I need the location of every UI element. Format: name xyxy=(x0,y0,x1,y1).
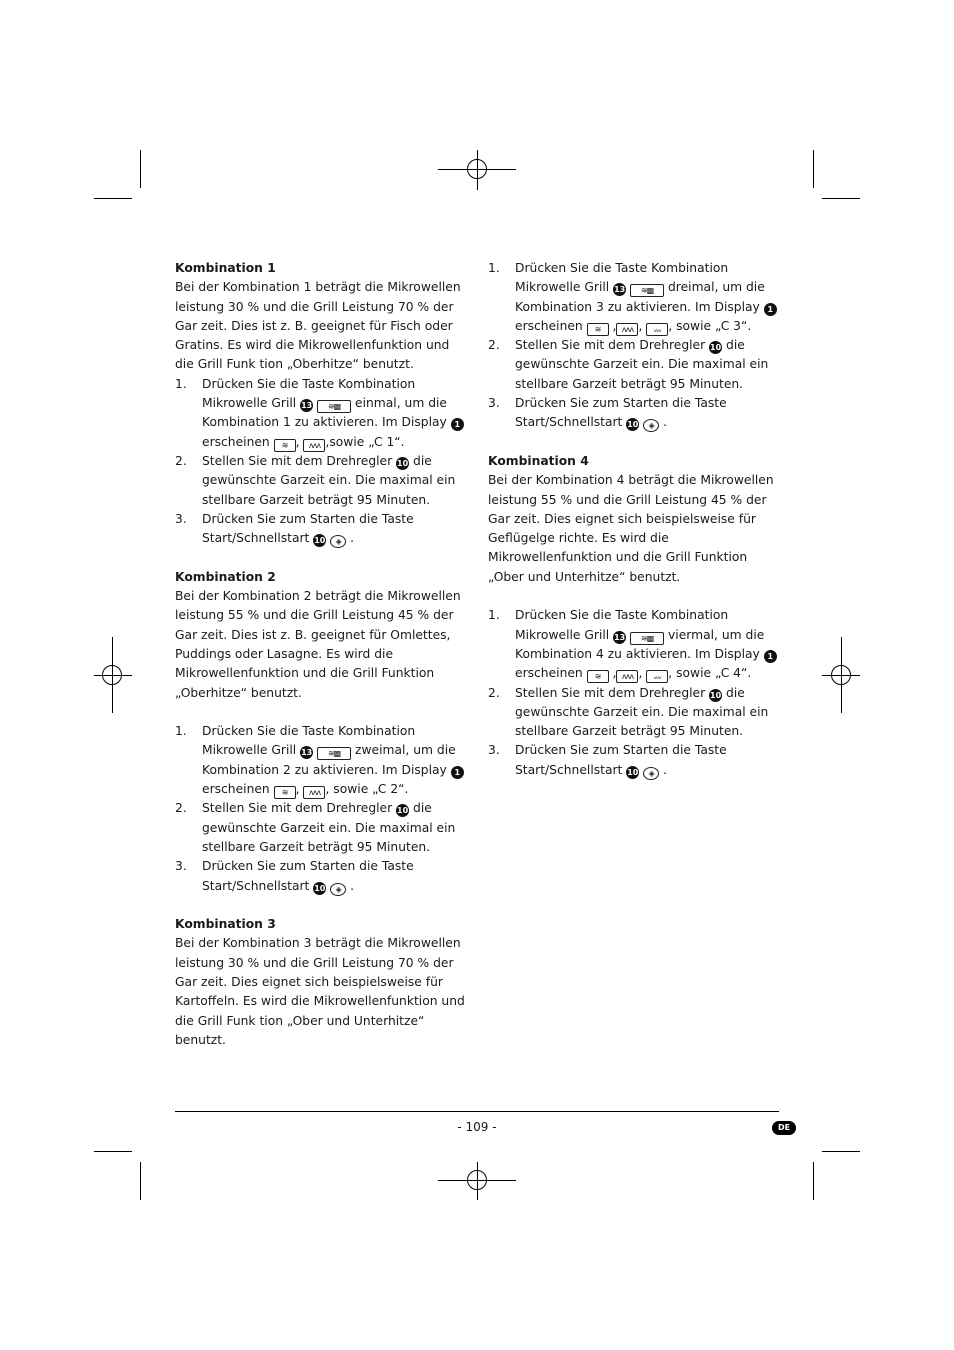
ref-number: 10 xyxy=(314,883,326,893)
grill-bottom-icon: ᵥᵥᵥ xyxy=(646,670,668,683)
grill-top-icon: ᴧᴧᴧ xyxy=(303,786,325,799)
step-list xyxy=(488,259,783,433)
list-item: 2. Stellen Sie mit dem Drehregler 10 die gewünschte Garzeit ein. Die maximal ein stellbare Garzeit beträgt 95 Minuten. xyxy=(488,685,769,739)
list-item: 3. Drücken Sie zum Starten die Taste Start/Schnellstart 10 ◈ . xyxy=(175,511,414,547)
microwave-icon: ≋ xyxy=(274,439,296,452)
ref-number: 1 xyxy=(764,650,777,663)
list-item: 1. Drücken Sie die Taste Kombination Mikrowelle Grill 13 ≋▩ viermal, um die Kombination 4 zu aktivieren. Im Display 1 erscheinen ≋ , ᴧᴧᴧ , ᵥᵥᵥ , sowie „C 4“. xyxy=(488,606,783,683)
combo-icon: ≋▩ xyxy=(317,747,351,760)
microwave-icon: ≋ xyxy=(587,323,609,336)
grill-bottom-icon: ᵥᵥᵥ xyxy=(646,323,668,336)
combo-icon: ≋▩ xyxy=(317,400,351,413)
grill-top-icon: ᴧᴧᴧ xyxy=(616,323,638,336)
list-item: 3. Drücken Sie zum Starten die Taste Start/Schnellstart 10 ◈ . xyxy=(488,743,727,778)
list-item: 1. Drücken Sie die Taste Kombination Mikrowelle Grill 13 ≋▩ dreimal, um die Kombination 3 zu aktivieren. Im Display 1 erscheinen ≋ , ᴧᴧᴧ , ᵥᵥᵥ , sowie „C 3“. xyxy=(488,259,783,336)
grill-top-icon: ᴧᴧᴧ xyxy=(303,439,325,452)
section-title: Kombination 3 xyxy=(175,917,276,932)
ref-number: 10 xyxy=(710,690,722,700)
start-icon: ◈ xyxy=(330,535,346,548)
section-intro: Bei der Kombination 1 beträgt die Mikrowellen leistung 30 % und die Grill Leistung 70 % der Gar zeit. Dies ist z. B. geeignet für Fisch oder Gratins. Es wird die Mikrowellenfunktion und die Grill Funk tion „Oberhitze“ benutzt. xyxy=(175,280,461,372)
ref-number: 13 xyxy=(614,632,626,642)
combo-icon: ≋▩ xyxy=(630,632,664,645)
ref-number: 10 xyxy=(397,806,409,816)
ref-number: 1 xyxy=(451,418,464,431)
microwave-icon: ≋ xyxy=(587,670,609,683)
section-title: Kombination 2 xyxy=(175,569,276,584)
ref-number: 13 xyxy=(301,401,313,411)
ref-number: 1 xyxy=(764,303,777,316)
list-item: 1. Drücken Sie die Taste Kombination Mikrowelle Grill 13 ≋▩ einmal, um die Kombination 1 zu aktivieren. Im Display 1 erscheinen ≋ , ᴧᴧᴧ ,sowie „C 1“. xyxy=(175,375,470,452)
step-list xyxy=(175,375,470,549)
ref-number: 10 xyxy=(397,458,409,468)
start-icon: ◈ xyxy=(643,419,659,432)
list-item: 2. Stellen Sie mit dem Drehregler 10 die gewünschte Garzeit ein. Die maximal ein stellbare Garzeit beträgt 95 Minuten. xyxy=(175,453,456,507)
start-icon: ◈ xyxy=(643,767,659,780)
start-icon: ◈ xyxy=(330,883,346,896)
list-item: 1. Drücken Sie die Taste Kombination Mikrowelle Grill 13 ≋▩ zweimal, um die Kombination 2 zu aktivieren. Im Display 1 erscheinen ≋ , ᴧᴧᴧ , sowie „C 2“. xyxy=(175,722,470,799)
step-list xyxy=(175,722,470,896)
ref-number: 1 xyxy=(451,766,464,779)
list-item: 2. Stellen Sie mit dem Drehregler 10 die gewünschte Garzeit ein. Die maximal ein stellbare Garzeit beträgt 95 Minuten. xyxy=(175,801,456,854)
ref-number: 10 xyxy=(314,536,326,546)
section-title: Kombination 4 xyxy=(488,453,589,468)
microwave-icon: ≋ xyxy=(274,786,296,799)
page-number: - 109 - xyxy=(457,1120,497,1134)
left-column xyxy=(175,259,470,1050)
ref-number: 13 xyxy=(614,285,626,295)
grill-top-icon: ᴧᴧᴧ xyxy=(616,670,638,683)
right-column xyxy=(488,259,783,780)
section-intro: Bei der Kombination 3 beträgt die Mikrowellen leistung 30 % und die Grill Leistung 70 % der Gar zeit. Dies eignet sich beispielsweise für Kartoffeln. Es wird die Mikrowellenfunktion und die Grill Funk tion „Ober und Unterhitze“ benutzt. xyxy=(175,936,465,1047)
ref-number: 10 xyxy=(627,420,639,430)
section-intro: Bei der Kombination 2 beträgt die Mikrowellen leistung 55 % und die Grill Leistung 45 % der Gar zeit. Dies ist z. B. geeignet für Omlettes, Puddings oder Lasagne. Es wird die Mikrowellenfunktion und die Grill Funktion „Oberhitze“ benutzt. xyxy=(175,589,461,700)
ref-number: 10 xyxy=(627,767,639,777)
ref-number: 10 xyxy=(710,343,722,353)
step-list xyxy=(488,606,783,780)
list-item: 3. Drücken Sie zum Starten die Taste Start/Schnellstart 10 ◈ . xyxy=(175,859,414,894)
list-item: 2. Stellen Sie mit dem Drehregler 10 die gewünschte Garzeit ein. Die maximal ein stellbare Garzeit beträgt 95 Minuten. xyxy=(488,338,769,391)
footer-divider xyxy=(175,1111,779,1112)
list-item: 3. Drücken Sie zum Starten die Taste Start/Schnellstart 10 ◈ . xyxy=(488,396,727,431)
ref-number: 13 xyxy=(301,748,313,758)
language-badge: DE xyxy=(772,1121,796,1135)
section-intro: Bei der Kombination 4 beträgt die Mikrowellen leistung 55 % und die Grill Leistung 45 % der Gar zeit. Dies eignet sich beispielsweise für Geflügelge richte. Es wird die Mikrowellenfunktion und die Grill Funktion „Ober und Unterhitze“ benutzt. xyxy=(488,473,774,584)
combo-icon: ≋▩ xyxy=(630,284,664,297)
section-title: Kombination 1 xyxy=(175,261,276,275)
